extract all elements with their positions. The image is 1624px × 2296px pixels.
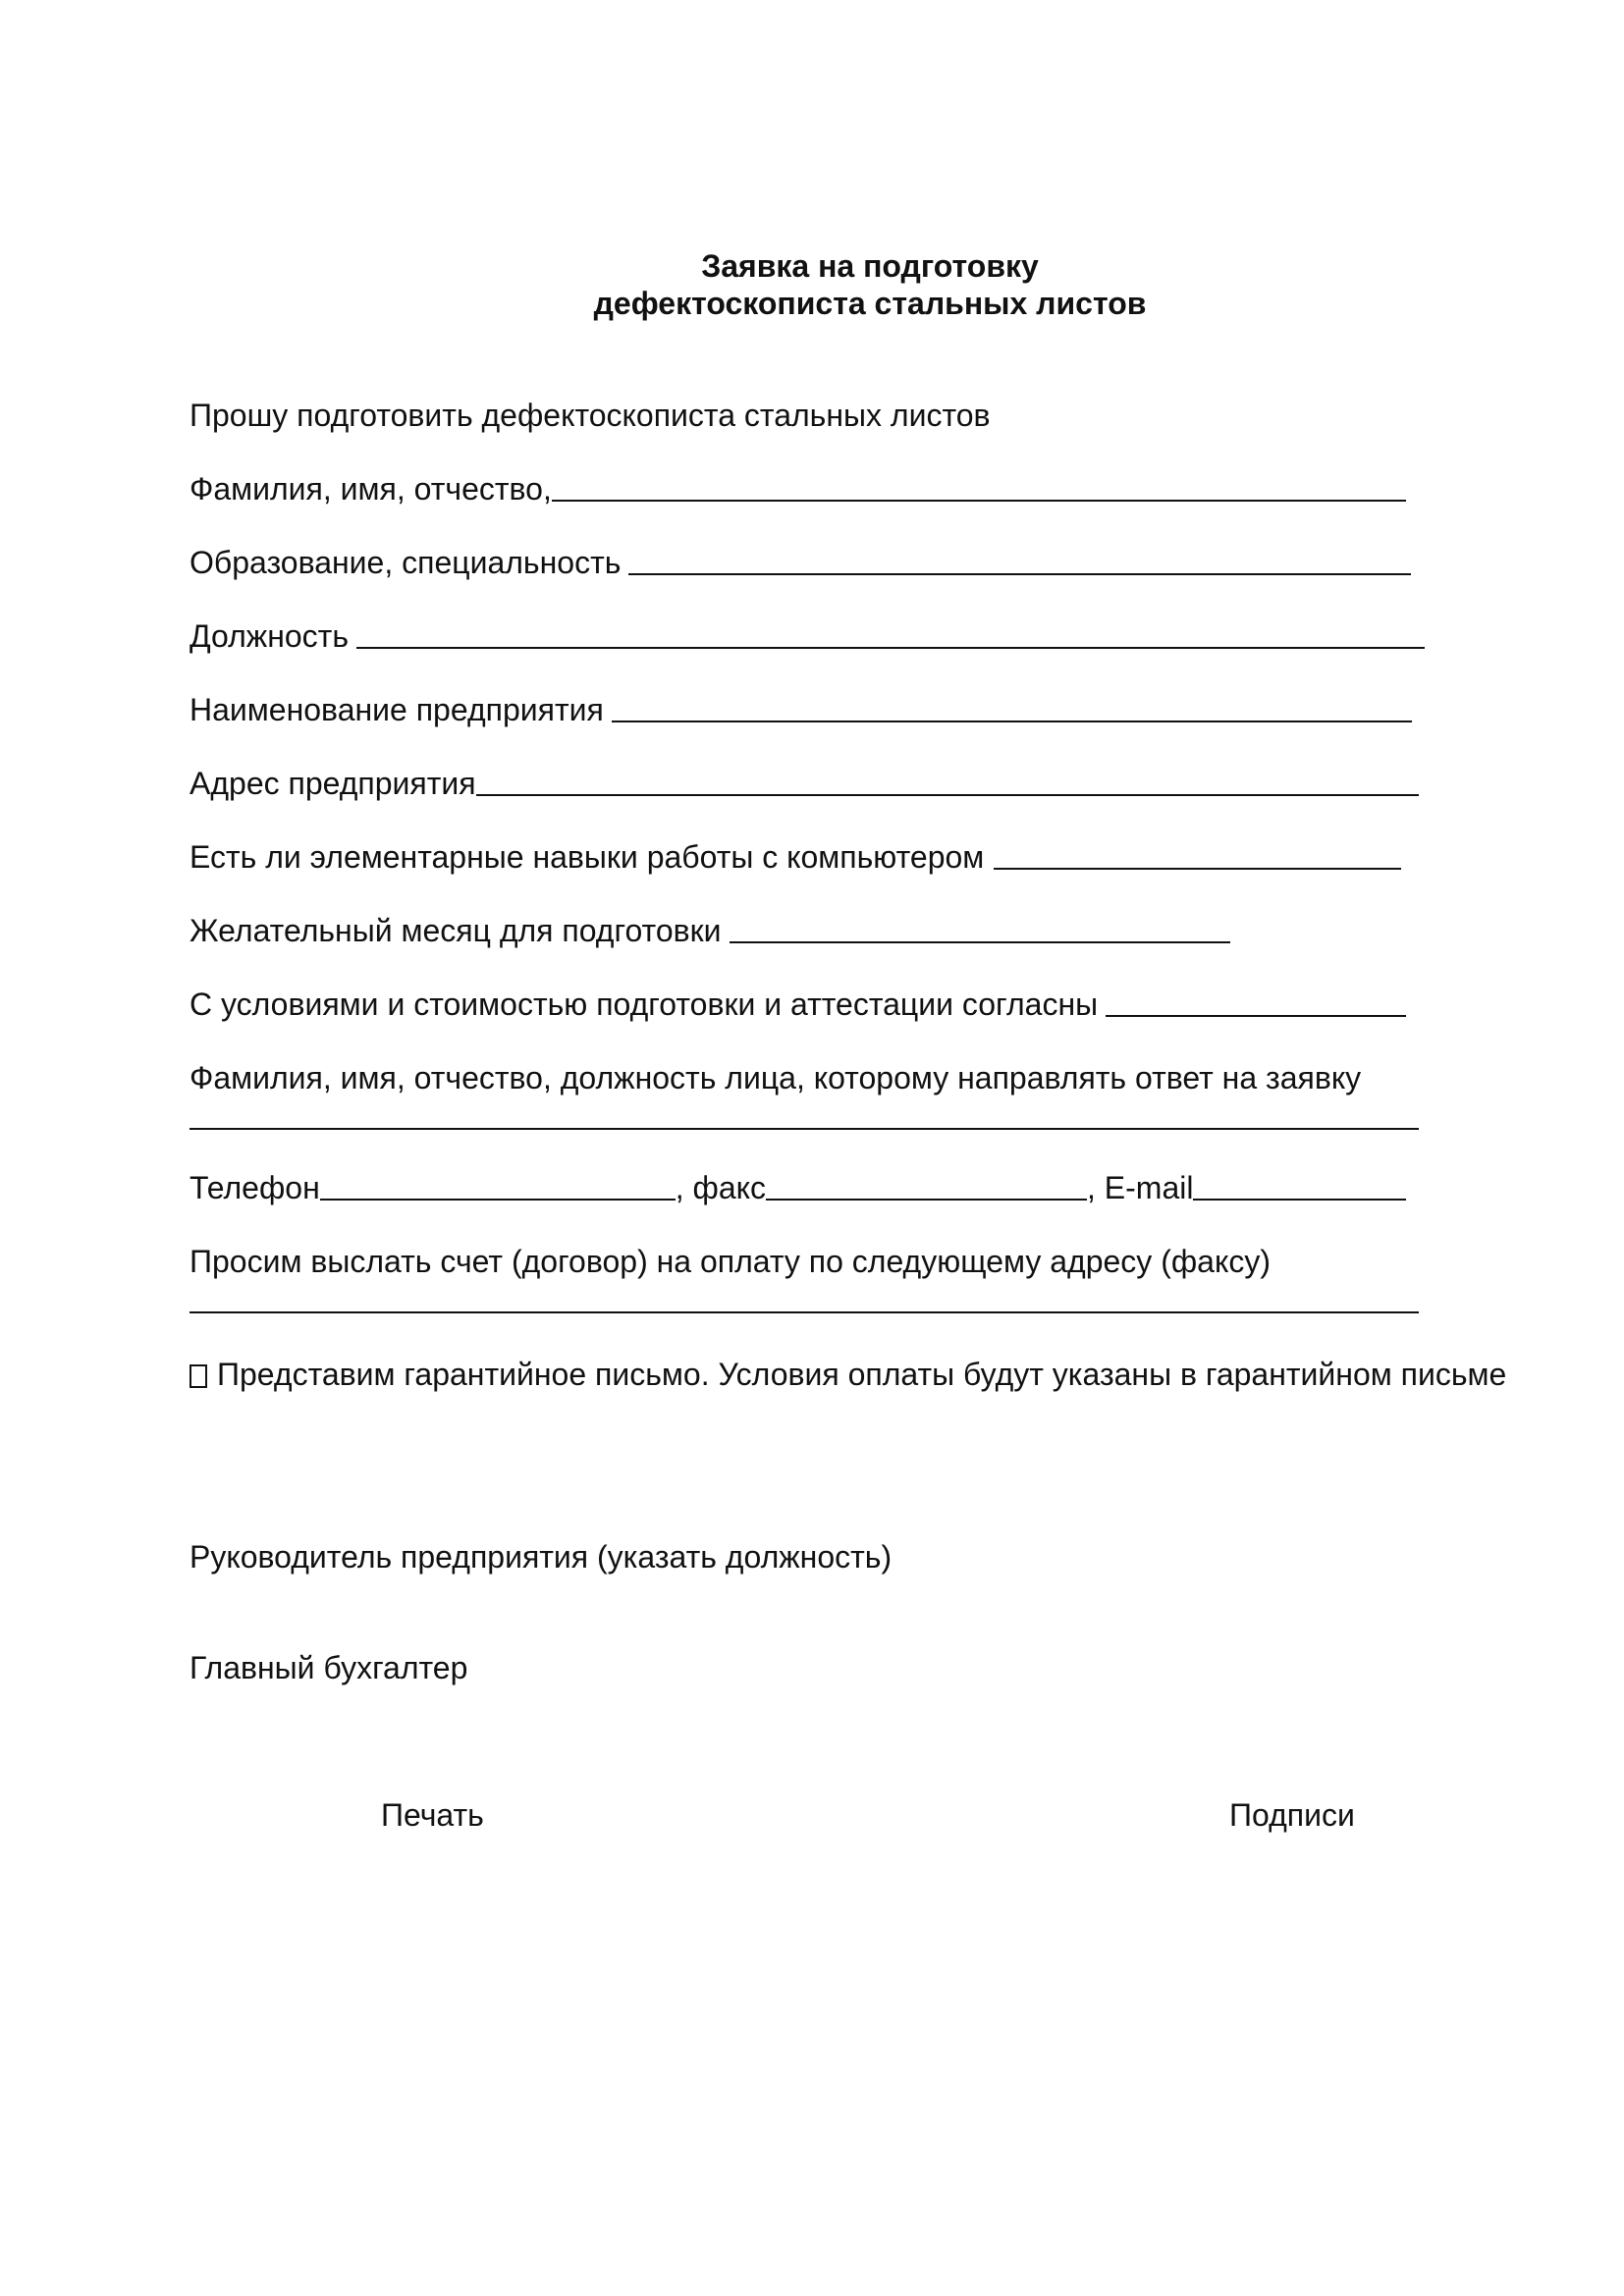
guarantee-row	[189, 1356, 1506, 1393]
education-label: Образование, специальность	[189, 545, 622, 580]
education-row	[189, 544, 1411, 581]
fax-label: , факс	[675, 1170, 767, 1205]
agreement-label: С условиями и стоимостью подготовки и аттестации согласны	[189, 987, 1099, 1022]
phone-fax-email-row	[189, 1169, 1406, 1206]
computer-skills-label: Есть ли элементарные навыки работы с компьютером	[189, 839, 985, 875]
email-label: , E-mail	[1087, 1170, 1194, 1205]
position-row	[189, 617, 1425, 655]
company-head-label: Руководитель предприятия (указать должность)	[189, 1539, 893, 1575]
full-name-field[interactable]	[552, 470, 1406, 502]
company-address-row	[189, 765, 1419, 802]
document-title-line-1: Заявка на подготовку	[701, 248, 1039, 284]
company-address-field[interactable]	[476, 765, 1419, 796]
preferred-month-row	[189, 912, 1230, 949]
fax-field[interactable]	[766, 1169, 1087, 1201]
stamp-label: Печать	[381, 1797, 484, 1833]
company-address-label: Адрес предприятия	[189, 766, 476, 801]
company-name-label: Наименование предприятия	[189, 692, 604, 727]
invoice-address-field[interactable]	[189, 1311, 1419, 1313]
agreement-field[interactable]	[1106, 986, 1406, 1017]
company-name-row	[189, 691, 1412, 728]
invoice-address-label: Просим выслать счет (договор) на оплату по следующему адресу (факсу)	[189, 1244, 1271, 1279]
email-field[interactable]	[1193, 1169, 1406, 1201]
contact-person-label: Фамилия, имя, отчество, должность лица, которому направлять ответ на заявку	[189, 1060, 1362, 1095]
full-name-label: Фамилия, имя, отчество,	[189, 471, 552, 507]
guarantee-checkbox[interactable]	[189, 1364, 207, 1388]
education-field[interactable]	[628, 544, 1411, 575]
company-name-field[interactable]	[612, 691, 1412, 722]
preferred-month-field[interactable]	[730, 912, 1230, 943]
full-name-row	[189, 470, 1406, 507]
computer-skills-row	[189, 838, 1401, 876]
position-field[interactable]	[356, 617, 1425, 649]
position-label: Должность	[189, 618, 349, 654]
preferred-month-label: Желательный месяц для подготовки	[189, 913, 722, 948]
intro-text: Прошу подготовить дефектоскописта стальных листов	[189, 398, 991, 433]
signatures-label: Подписи	[1229, 1797, 1355, 1833]
computer-skills-field[interactable]	[994, 838, 1401, 870]
contact-person-field[interactable]	[189, 1128, 1419, 1130]
phone-field[interactable]	[320, 1169, 676, 1201]
guarantee-text: Представим гарантийное письмо. Условия оплаты будут указаны в гарантийном письме	[217, 1357, 1507, 1392]
chief-accountant-label: Главный бухгалтер	[189, 1650, 468, 1685]
agreement-row	[189, 986, 1406, 1023]
document-title-line-2: дефектоскописта стальных листов	[593, 286, 1147, 321]
phone-label: Телефон	[189, 1170, 320, 1205]
